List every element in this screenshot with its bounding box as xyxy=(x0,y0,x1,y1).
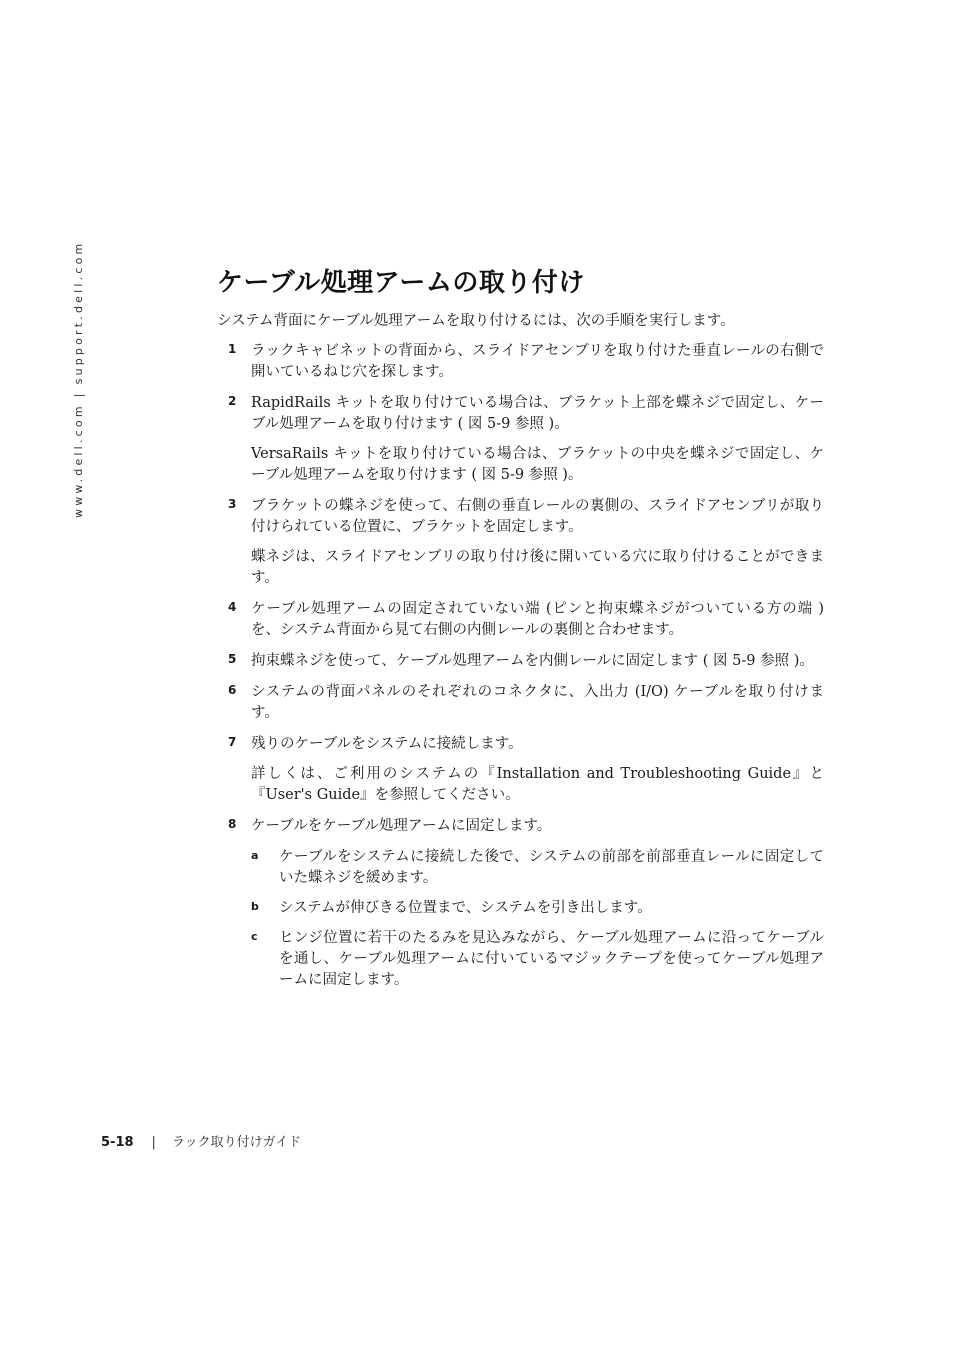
step-text: ケーブル処理アームの固定されていない端 (ピンと拘束蝶ネジがついている方の端 ) を、システム背面から見て右側の内側レールの裏側と合わせます。 xyxy=(251,601,824,638)
substep-text: システムが伸びきる位置まで、システムを引き出します。 xyxy=(279,900,652,916)
step-number: 6 xyxy=(228,683,237,697)
step-text: 拘束蝶ネジを使って、ケーブル処理アームを内側レールに固定します ( 図 5-9 参照 )。 xyxy=(251,653,814,669)
substep-c xyxy=(251,928,824,991)
step-8 xyxy=(228,816,824,991)
substep-text: ヒンジ位置に若干のたるみを見込みながら、ケーブル処理アームに沿ってケーブルを通し、ケーブル処理アームに付いているマジックテープを使ってケーブル処理アームに固定します。 xyxy=(279,930,824,988)
url-www: www.dell.com xyxy=(72,403,85,518)
section-title: ケーブル処理アームの取り付け xyxy=(217,268,585,298)
url-support: support.dell.com xyxy=(72,240,85,385)
footer-separator: | xyxy=(151,1135,156,1150)
step-text: ケーブルをケーブル処理アームに固定します。 xyxy=(251,818,552,834)
step-number: 4 xyxy=(228,600,237,614)
step-text: システムの背面パネルのそれぞれのコネクタに、入出力 (I/O) ケーブルを取り付けます。 xyxy=(251,684,824,721)
step-5 xyxy=(228,651,824,672)
procedure-steps xyxy=(228,341,824,1001)
substep-letter: a xyxy=(251,849,259,862)
step-number: 7 xyxy=(228,735,237,749)
step-number: 8 xyxy=(228,817,237,831)
step-text: ラックキャビネットの背面から、スライドアセンブリを取り付けた垂直レールの右側で開いているねじ穴を探します。 xyxy=(251,343,824,380)
step-note: VersaRails キットを取り付けている場合は、ブラケットの中央を蝶ネジで固定し、ケーブル処理アームを取り付けます ( 図 5-9 参照 )。 xyxy=(251,446,824,483)
step-text: ブラケットの蝶ネジを使って、右側の垂直レールの裏側の、スライドアセンブリが取り付けられている位置に、ブラケットを固定します。 xyxy=(251,498,824,535)
substep-letter: c xyxy=(251,930,258,943)
step-note: 蝶ネジは、スライドアセンブリの取り付け後に開いている穴に取り付けることができます。 xyxy=(251,549,824,586)
section-intro: システム背面にケーブル処理アームを取り付けるには、次の手順を実行します。 xyxy=(217,313,735,329)
step-2 xyxy=(228,393,824,486)
step-3 xyxy=(228,496,824,589)
step-number: 3 xyxy=(228,497,237,511)
step-number: 2 xyxy=(228,394,237,408)
step-6 xyxy=(228,682,824,724)
step-4 xyxy=(228,599,824,641)
page-footer xyxy=(101,1131,301,1150)
substep-a xyxy=(251,847,824,889)
url-separator: | xyxy=(72,390,85,398)
step-text: 残りのケーブルをシステムに接続します。 xyxy=(251,736,523,752)
step-text: RapidRails キットを取り付けている場合は、ブラケット上部を蝶ネジで固定し、ケーブル処理アームを取り付けます ( 図 5-9 参照 )。 xyxy=(251,395,824,432)
step-number: 5 xyxy=(228,652,237,666)
substep-b xyxy=(251,898,824,919)
substep-letter: b xyxy=(251,900,259,913)
step-7 xyxy=(228,734,824,806)
step-1 xyxy=(228,341,824,383)
page-number: 5-18 xyxy=(101,1135,134,1150)
guide-title: ラック取り付けガイド xyxy=(171,1135,302,1150)
sidebar-url xyxy=(72,241,85,518)
substeps xyxy=(251,847,824,991)
step-number: 1 xyxy=(228,342,237,356)
step-note: 詳しくは、ご利用のシステムの『Installation and Troubleshooting Guide』と『User's Guide』を参照してください。 xyxy=(251,766,824,803)
substep-text: ケーブルをシステムに接続した後で、システムの前部を前部垂直レールに固定していた蝶ネジを緩めます。 xyxy=(279,849,824,886)
